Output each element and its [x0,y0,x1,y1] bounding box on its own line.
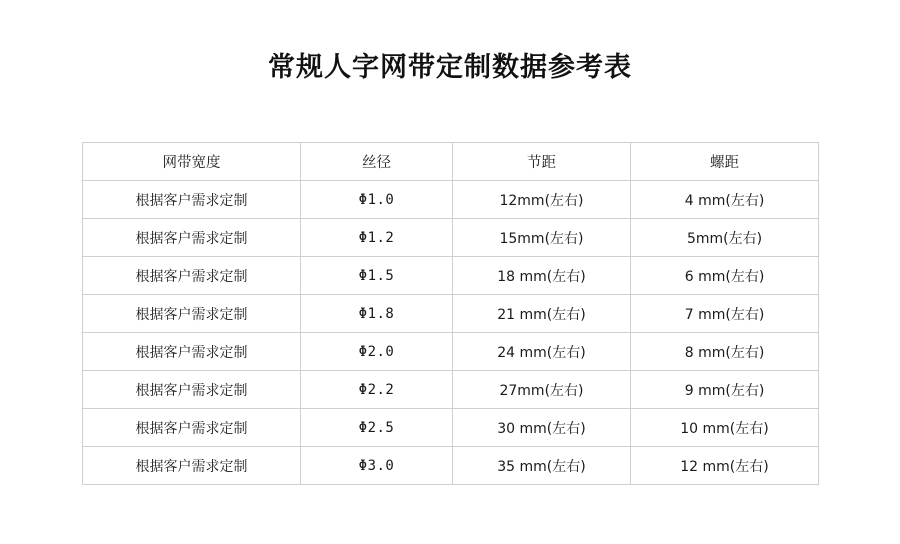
cell-pitch: 12mm(左右) [453,181,631,219]
cell-pitch: 18 mm(左右) [453,257,631,295]
cell-pitch: 27mm(左右) [453,371,631,409]
cell-spiral-pitch: 6 mm(左右) [631,257,819,295]
cell-wire-diameter: Φ2.0 [301,333,453,371]
table-header-row [83,143,819,181]
cell-spiral-pitch: 12 mm(左右) [631,447,819,485]
cell-pitch: 24 mm(左右) [453,333,631,371]
cell-wire-diameter: Φ1.0 [301,181,453,219]
cell-wire-diameter: Φ1.2 [301,219,453,257]
cell-width: 根据客户需求定制 [83,295,301,333]
table-row [83,219,819,257]
cell-width: 根据客户需求定制 [83,409,301,447]
spec-table [82,142,819,485]
cell-spiral-pitch: 8 mm(左右) [631,333,819,371]
cell-width: 根据客户需求定制 [83,333,301,371]
cell-wire-diameter: Φ2.5 [301,409,453,447]
cell-width: 根据客户需求定制 [83,181,301,219]
cell-spiral-pitch: 4 mm(左右) [631,181,819,219]
cell-wire-diameter: Φ3.0 [301,447,453,485]
column-header-spiral-pitch: 螺距 [631,143,819,181]
cell-width: 根据客户需求定制 [83,257,301,295]
cell-pitch: 21 mm(左右) [453,295,631,333]
column-header-pitch: 节距 [453,143,631,181]
cell-wire-diameter: Φ1.8 [301,295,453,333]
table-row [83,181,819,219]
cell-spiral-pitch: 9 mm(左右) [631,371,819,409]
cell-width: 根据客户需求定制 [83,219,301,257]
table-row [83,333,819,371]
cell-spiral-pitch: 5mm(左右) [631,219,819,257]
cell-wire-diameter: Φ1.5 [301,257,453,295]
cell-spiral-pitch: 7 mm(左右) [631,295,819,333]
cell-width: 根据客户需求定制 [83,447,301,485]
table-header [83,143,819,181]
cell-pitch: 30 mm(左右) [453,409,631,447]
cell-width: 根据客户需求定制 [83,371,301,409]
table-row [83,371,819,409]
cell-spiral-pitch: 10 mm(左右) [631,409,819,447]
column-header-width: 网带宽度 [83,143,301,181]
column-header-wire-diameter: 丝径 [301,143,453,181]
cell-wire-diameter: Φ2.2 [301,371,453,409]
table-row [83,295,819,333]
cell-pitch: 15mm(左右) [453,219,631,257]
table-row [83,409,819,447]
page-title: 常规人字网带定制数据参考表 [268,52,632,83]
table-row [83,447,819,485]
spec-table-container [82,142,818,485]
table-body [83,181,819,485]
table-row [83,257,819,295]
cell-pitch: 35 mm(左右) [453,447,631,485]
